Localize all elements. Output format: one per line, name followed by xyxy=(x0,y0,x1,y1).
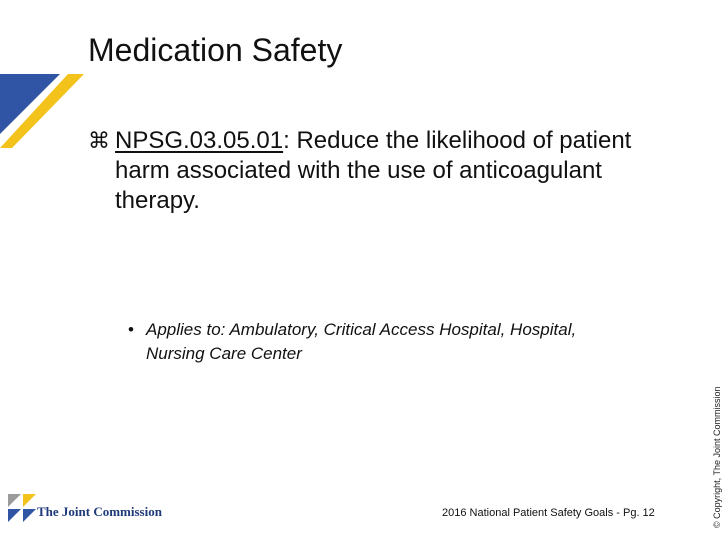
joint-commission-logo xyxy=(8,494,178,524)
copyright-notice: © Copyright, The Joint Commission xyxy=(712,386,722,528)
main-bullet xyxy=(88,126,648,216)
applies-to-bullet xyxy=(128,318,608,366)
corner-decoration xyxy=(0,72,84,148)
applies-to-text: Applies to: Ambulatory, Critical Access Hospital, Hospital, Nursing Care Center xyxy=(146,320,577,363)
main-bullet-description: : Reduce the likelihood of patient harm associated with the use of anticoagulant therapy. xyxy=(115,127,632,214)
main-bullet-text xyxy=(88,126,648,216)
footer-page-text: 2016 National Patient Safety Goals - Pg. 12 xyxy=(442,507,655,519)
slide-title: Medication Safety xyxy=(88,32,343,68)
logo-mark-icon xyxy=(8,494,36,522)
logo-text: The Joint Commission xyxy=(37,504,162,519)
bullet-dot: • xyxy=(128,320,134,339)
npsg-code-link[interactable]: NPSG.03.05.01 xyxy=(115,127,284,154)
command-bullet-icon: ⌘ xyxy=(88,128,110,153)
